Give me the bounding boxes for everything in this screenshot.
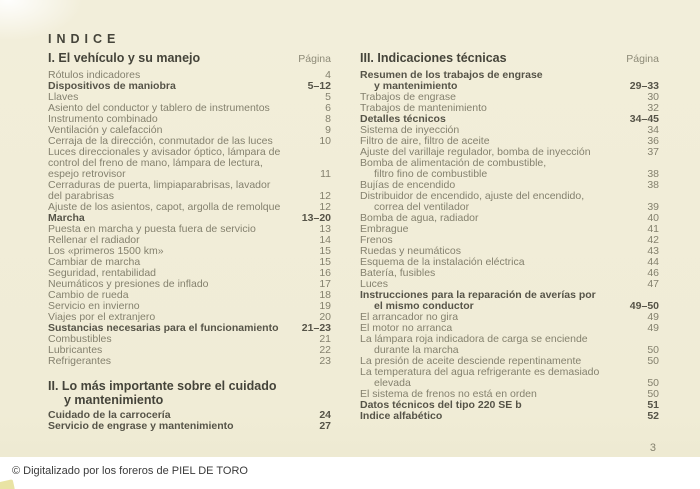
toc-entry-text: Ajuste del varillaje regulador, bomba de inyección [360,146,591,158]
toc-entry-text: Seguridad, rentabilidad [48,267,156,279]
toc-entry-text: Cerraja de la dirección, conmutador de las luces [48,135,273,147]
toc-entry-text: Luces [360,278,389,290]
toc-entry-pagenum: 21–23 [301,322,331,334]
toc-entry-pagenum: 15 [319,245,331,257]
toc-entry-pagenum: 27 [319,420,331,432]
toc-entry-pagenum: 20 [319,311,331,323]
section-3-heading: III. Indicaciones técnicas [360,51,507,65]
toc-entry-pagenum: 34 [647,124,659,136]
toc-entry-text: La presión de aceite desciende repentinamente [360,355,582,367]
toc-entry-pagenum: 40 [647,212,659,224]
toc-entry-pagenum: 21 [319,333,331,345]
toc-column-right [360,52,659,454]
toc-entry-pagenum: 44 [647,256,659,268]
pagina-label-right: Página [626,53,659,65]
toc-entry-pagenum: 8 [325,113,331,125]
toc-entry-text: Cambio de rueda [48,289,129,301]
toc-entry-pagenum: 13 [319,223,331,235]
toc-entry-text: Embrague [360,223,409,235]
toc-entry-text: La temperatura del agua refrigerante es demasiado [360,366,600,378]
toc-entry-line [48,356,331,367]
toc-entry-text: Servicio de engrase y mantenimiento [48,420,234,432]
toc-entry-pagenum: 34–45 [629,113,659,125]
toc-entry-pagenum: 49 [647,311,659,323]
toc-entry-pagenum: 50 [647,344,659,356]
toc-entry-pagenum: 36 [647,135,659,147]
toc-entry-pagenum: 51 [647,399,659,411]
toc-entry-pagenum: 4 [325,69,331,81]
section-2-heading [48,380,331,407]
toc-entry-line [48,202,331,213]
toc-entry-text: Esquema de la instalación eléctrica [360,256,525,268]
toc-entry-text: Llaves [48,91,79,103]
toc-entry-text: Filtro de aire, filtro de aceite [360,135,490,147]
toc-entry-pagenum: 46 [647,267,659,279]
toc-entry-text: Detalles técnicos [360,113,446,125]
toc-entry-text: espejo retrovisor [48,168,126,180]
toc-entry-text: Dispositivos de maniobra [48,80,176,92]
section-1-entries [48,70,331,367]
digitizer-copyright: © Digitalizado por los foreros de PIEL DE TORO [12,465,248,477]
section-2-heading-line-2: y mantenimiento [64,392,164,407]
toc-entry-text: Sistema de inyección [360,124,460,136]
toc-entry-pagenum: 18 [319,289,331,301]
paper-speck [0,479,15,489]
toc-entry-text: Sustancias necesarias para el funcionamiento [48,322,279,334]
toc-entry-line [360,411,659,422]
index-title: INDICE [48,32,121,46]
toc-entry-text: control del freno de mano, lámpara de lectura, [48,157,263,169]
toc-entry-pagenum: 39 [647,201,659,213]
toc-entry-pagenum: 12 [319,201,331,213]
toc-entry-pagenum: 11 [320,168,331,180]
toc-entry-text: El sistema de frenos no está en orden [360,388,537,400]
toc-entry-pagenum: 23 [319,355,331,367]
toc-entry-text: Bomba de agua, radiador [360,212,479,224]
toc-entry-pagenum: 12 [319,190,331,202]
pagina-label-left: Página [298,53,331,65]
section-1-heading: I. El vehículo y su manejo [48,51,201,65]
toc-entry-pagenum: 50 [647,355,659,367]
toc-entry-pagenum: 5–12 [307,80,331,92]
toc-entry-pagenum: 13–20 [301,212,331,224]
toc-entry-text: correa del ventilador [374,201,470,213]
toc-entry-text: el mismo conductor [374,300,474,312]
toc-entry-text: Trabajos de mantenimiento [360,102,487,114]
toc-entry-text: Ventilación y calefacción [48,124,163,136]
toc-entry-pagenum: 30 [647,91,659,103]
toc-entry-pagenum: 37 [647,146,659,158]
toc-entry-text: El motor no arranca [360,322,453,334]
toc-entry-pagenum: 29–33 [629,80,659,92]
toc-entry-pagenum: 22 [319,344,331,356]
toc-entry-pagenum: 49–50 [629,300,659,312]
toc-entry-pagenum: 38 [647,179,659,191]
toc-entry-pagenum: 50 [647,388,659,400]
toc-entry-line [360,268,659,279]
page-number: 3 [649,442,656,454]
toc-entry-text: Lubricantes [48,344,103,356]
toc-entry-text: Bomba de alimentación de combustible, [360,157,547,169]
toc-entry-text: del parabrisas [48,190,114,202]
toc-entry-text: El arrancador no gira [360,311,459,323]
toc-entry-line [48,81,331,92]
toc-entry-text: Rellenar el radiador [48,234,140,246]
toc-entry-text: Viajes por el extranjero [48,311,156,323]
toc-entry-text: Ruedas y neumáticos [360,245,461,257]
toc-entry-text: filtro fino de combustible [374,168,488,180]
toc-entry-text: Asiento del conductor y tablero de instrumentos [48,102,270,114]
toc-entry-pagenum: 5 [325,91,331,103]
toc-entry-text: Los «primeros 1500 km» [48,245,164,257]
toc-entry-text: Frenos [360,234,393,246]
toc-entry-pagenum: 9 [325,124,331,136]
toc-entry-text: durante la marcha [374,344,459,356]
toc-entry-pagenum: 14 [319,234,331,246]
toc-entry-pagenum: 16 [319,267,331,279]
toc-entry-text: Marcha [48,212,85,224]
toc-entry-pagenum: 38 [647,168,659,180]
toc-entry-text: Luces direccionales y avisador óptico, lámpara de [48,146,281,158]
section-3-entries [360,70,659,422]
toc-entry-text: Puesta en marcha y puesta fuera de servicio [48,223,256,235]
toc-entry-line [48,421,331,432]
toc-entry-pagenum: 50 [647,377,659,389]
toc-entry-text: Combustibles [48,333,112,345]
toc-entry-text: Datos técnicos del tipo 220 SE b [360,399,522,411]
toc-entry-pagenum: 32 [647,102,659,114]
toc-entry-pagenum: 10 [319,135,331,147]
toc-entry-pagenum: 41 [647,223,659,235]
section-3-heading-row [360,52,659,65]
toc-entry-pagenum [299,147,331,158]
toc-entry-text: Cuidado de la carrocería [48,409,171,421]
toc-entry-text: Cerraduras de puerta, limpiaparabrisas, lavador [48,179,271,191]
toc-entry-text: y mantenimiento [374,80,458,92]
toc-entry-text: Neumáticos y presiones de inflado [48,278,209,290]
toc-entry-pagenum: 19 [319,300,331,312]
section-1-heading-row [48,52,331,65]
toc-entry-text: Bujías de encendido [360,179,456,191]
section-2 [48,380,331,432]
toc-entry-line [360,224,659,235]
toc-entry-text: Indice alfabético [360,410,443,422]
toc-entry-text: La lámpara roja indicadora de carga se enciende [360,333,588,345]
toc-entry-pagenum: 6 [325,102,331,114]
section-2-entries [48,410,331,432]
toc-entry-pagenum: 47 [647,278,659,290]
toc-entry-text: Trabajos de engrase [360,91,456,103]
toc-entry-text: elevada [374,377,411,389]
toc-entry-text: Instrucciones para la reparación de averías por [360,289,596,301]
scan-footer-strip [0,457,700,489]
toc-entry-pagenum: 15 [319,256,331,268]
toc-entry-pagenum: 43 [647,245,659,257]
toc-column-left [48,34,331,432]
toc-entry-pagenum: 42 [647,234,659,246]
toc-entry-pagenum: 17 [319,278,331,290]
toc-entry-pagenum: 52 [647,410,659,422]
toc-entry-text: Refrigerantes [48,355,112,367]
toc-entry-text: Instrumento combinado [48,113,158,125]
toc-entry-text: Servicio en invierno [48,300,140,312]
toc-entry-text: Batería, fusibles [360,267,436,279]
toc-entry-pagenum: 49 [647,322,659,334]
toc-entry-text: Rótulos indicadores [48,69,141,81]
toc-entry-text: Cambiar de marcha [48,256,141,268]
toc-entry-text: Resumen de los trabajos de engrase [360,69,543,81]
toc-entry-pagenum: 24 [319,409,331,421]
toc-entry-text: Ajuste de los asientos, capot, argolla de remolque [48,201,281,213]
section-2-heading-line-1: II. Lo más importante sobre el cuidado [48,379,277,393]
toc-entry-text: Distribuidor de encendido, ajuste del encendido, [360,190,585,202]
